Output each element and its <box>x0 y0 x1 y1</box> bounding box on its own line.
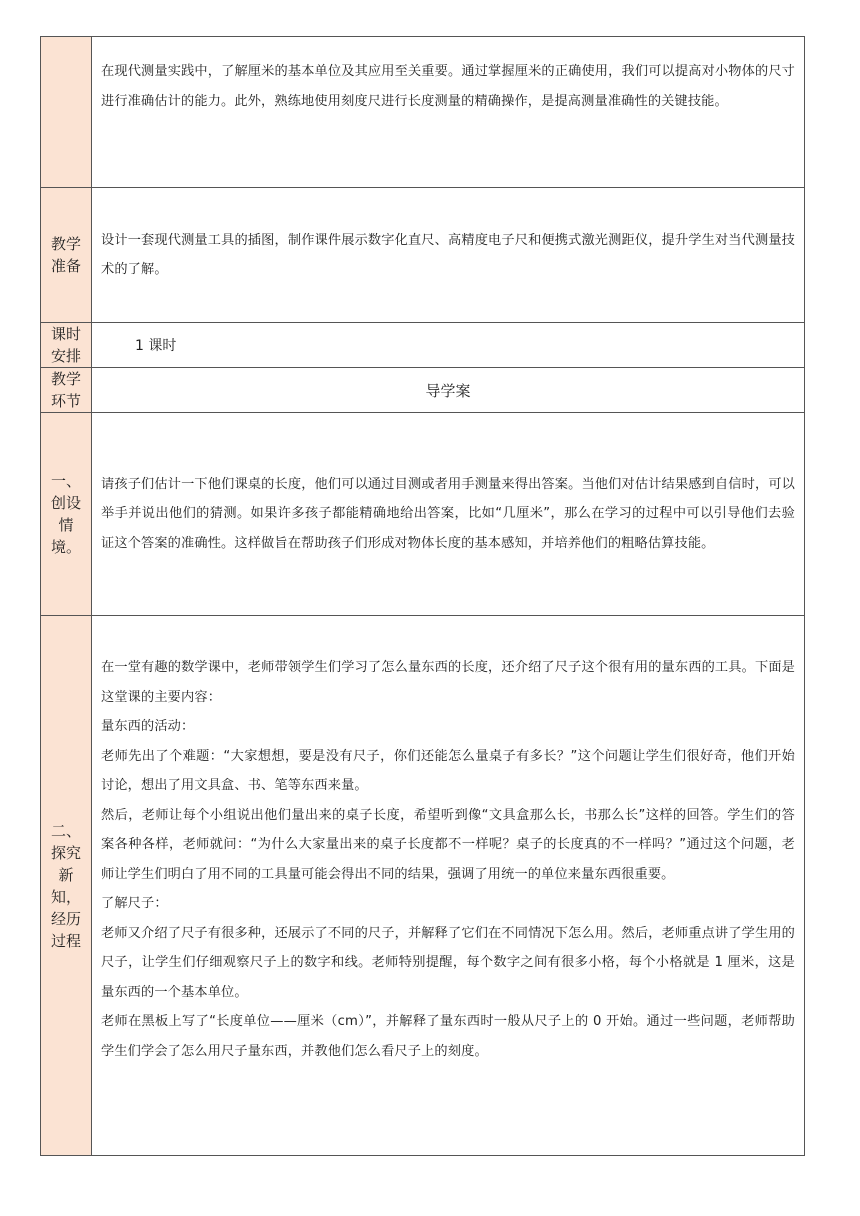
situation-label-line2: 创设 <box>50 494 81 512</box>
situation-text: 请孩子们估计一下他们课桌的长度，他们可以通过目测或者用手测量来得出答案。当他们对估计结果感到自信时，可以举手并说出他们的猜测。如果许多孩子都能精确地给出答案，比如“几厘米”，那么在学习的过程中可以引导他们去验证这个答案的准确性。这样做旨在帮助孩子们形成对物体长度的基本感知，并培养他们的粗略估算技能。 <box>101 476 795 551</box>
situation-label-cell <box>41 413 92 616</box>
stage-content-cell <box>92 368 805 413</box>
preparation-content-cell <box>92 188 805 323</box>
stage-label-line2: 环节 <box>50 392 81 410</box>
situation-label-line1: 一、 <box>50 472 81 490</box>
stage-label-line1: 教学 <box>50 370 81 388</box>
situation-label-line3: 情 <box>58 516 74 534</box>
explore-paragraph: 老师先出了个难题：“大家想想，要是没有尺子，你们还能怎么量桌子有多长？”这个问题让学生们很好奇，他们开始讨论，想出了用文具盒、书、笔等东西来量。 <box>101 748 795 793</box>
explore-label-line4: 知， <box>50 887 81 906</box>
preparation-row <box>41 188 805 323</box>
schedule-label-line1: 课时 <box>50 325 81 343</box>
explore-paragraph: 老师又介绍了尺子有很多种，还展示了不同的尺子，并解释了它们在不同情况下怎么用。然后，老师重点讲了学生用的尺子，让学生们仔细观察尺子上的数字和线。老师特别提醒，每个数字之间有很多小格，每个小格就是 1 厘米，这是量东西的一个基本单位。 <box>101 925 795 1000</box>
objective-label-cell <box>41 37 92 188</box>
explore-paragraph: 老师在黑板上写了“长度单位——厘米（cm）”，并解释了量东西时一般从尺子上的 0 开始。通过一些问题，老师帮助学生们学会了怎么用尺子量东西，并教他们怎么看尺子上的刻度。 <box>101 1014 795 1059</box>
explore-label-line6: 过程 <box>50 931 81 950</box>
stage-row <box>41 368 805 413</box>
explore-content-cell <box>92 616 805 1156</box>
objective-content-cell <box>92 37 805 188</box>
schedule-text: 1 课时 <box>135 338 177 354</box>
explore-label-line3: 新 <box>58 865 74 884</box>
situation-row <box>41 413 805 616</box>
situation-content-cell <box>92 413 805 616</box>
explore-paragraph: 量东西的活动： <box>101 719 195 734</box>
preparation-label-line2: 准备 <box>50 257 81 275</box>
schedule-content-cell <box>92 323 805 368</box>
explore-label-line1: 二、 <box>50 821 81 840</box>
stage-heading: 导学案 <box>425 381 471 400</box>
preparation-text: 设计一套现代测量工具的插图，制作课件展示数字化直尺、高精度电子尺和便携式激光测距仪，提升学生对当代测量技术的了解。 <box>101 232 795 277</box>
explore-paragraph: 然后，老师让每个小组说出他们量出来的桌子长度，希望听到像“文具盒那么长，书那么长”这样的回答。学生们的答案各种各样，老师就问：“为什么大家量出来的桌子长度都不一样呢？桌子的长度真的不一样吗？”通过这个问题，老师让学生们明白了用不同的工具量可能会得出不同的结果，强调了用统一的单位来量东西很重要。 <box>101 807 795 882</box>
explore-row <box>41 616 805 1156</box>
stage-label-cell <box>41 368 92 413</box>
preparation-label-cell <box>41 188 92 323</box>
explore-paragraph: 在一堂有趣的数学课中，老师带领学生们学习了怎么量东西的长度，还介绍了尺子这个很有用的量东西的工具。下面是这堂课的主要内容： <box>101 660 795 705</box>
explore-label-cell <box>41 616 92 1156</box>
situation-label-line4: 境。 <box>50 538 81 556</box>
explore-label-line5: 经历 <box>50 909 81 928</box>
schedule-label-cell <box>41 323 92 368</box>
explore-paragraph: 了解尺子： <box>101 896 168 911</box>
schedule-row <box>41 323 805 368</box>
objective-text: 在现代测量实践中，了解厘米的基本单位及其应用至关重要。通过掌握厘米的正确使用，我们可以提高对小物体的尺寸进行准确估计的能力。此外，熟练地使用刻度尺进行长度测量的精确操作，是提高测量准确性的关键技能。 <box>101 64 795 109</box>
preparation-label-line1: 教学 <box>50 235 81 253</box>
lesson-plan-table <box>40 36 805 1156</box>
explore-label-line2: 探究 <box>50 843 81 862</box>
schedule-label-line2: 安排 <box>50 347 81 365</box>
objective-row <box>41 37 805 188</box>
